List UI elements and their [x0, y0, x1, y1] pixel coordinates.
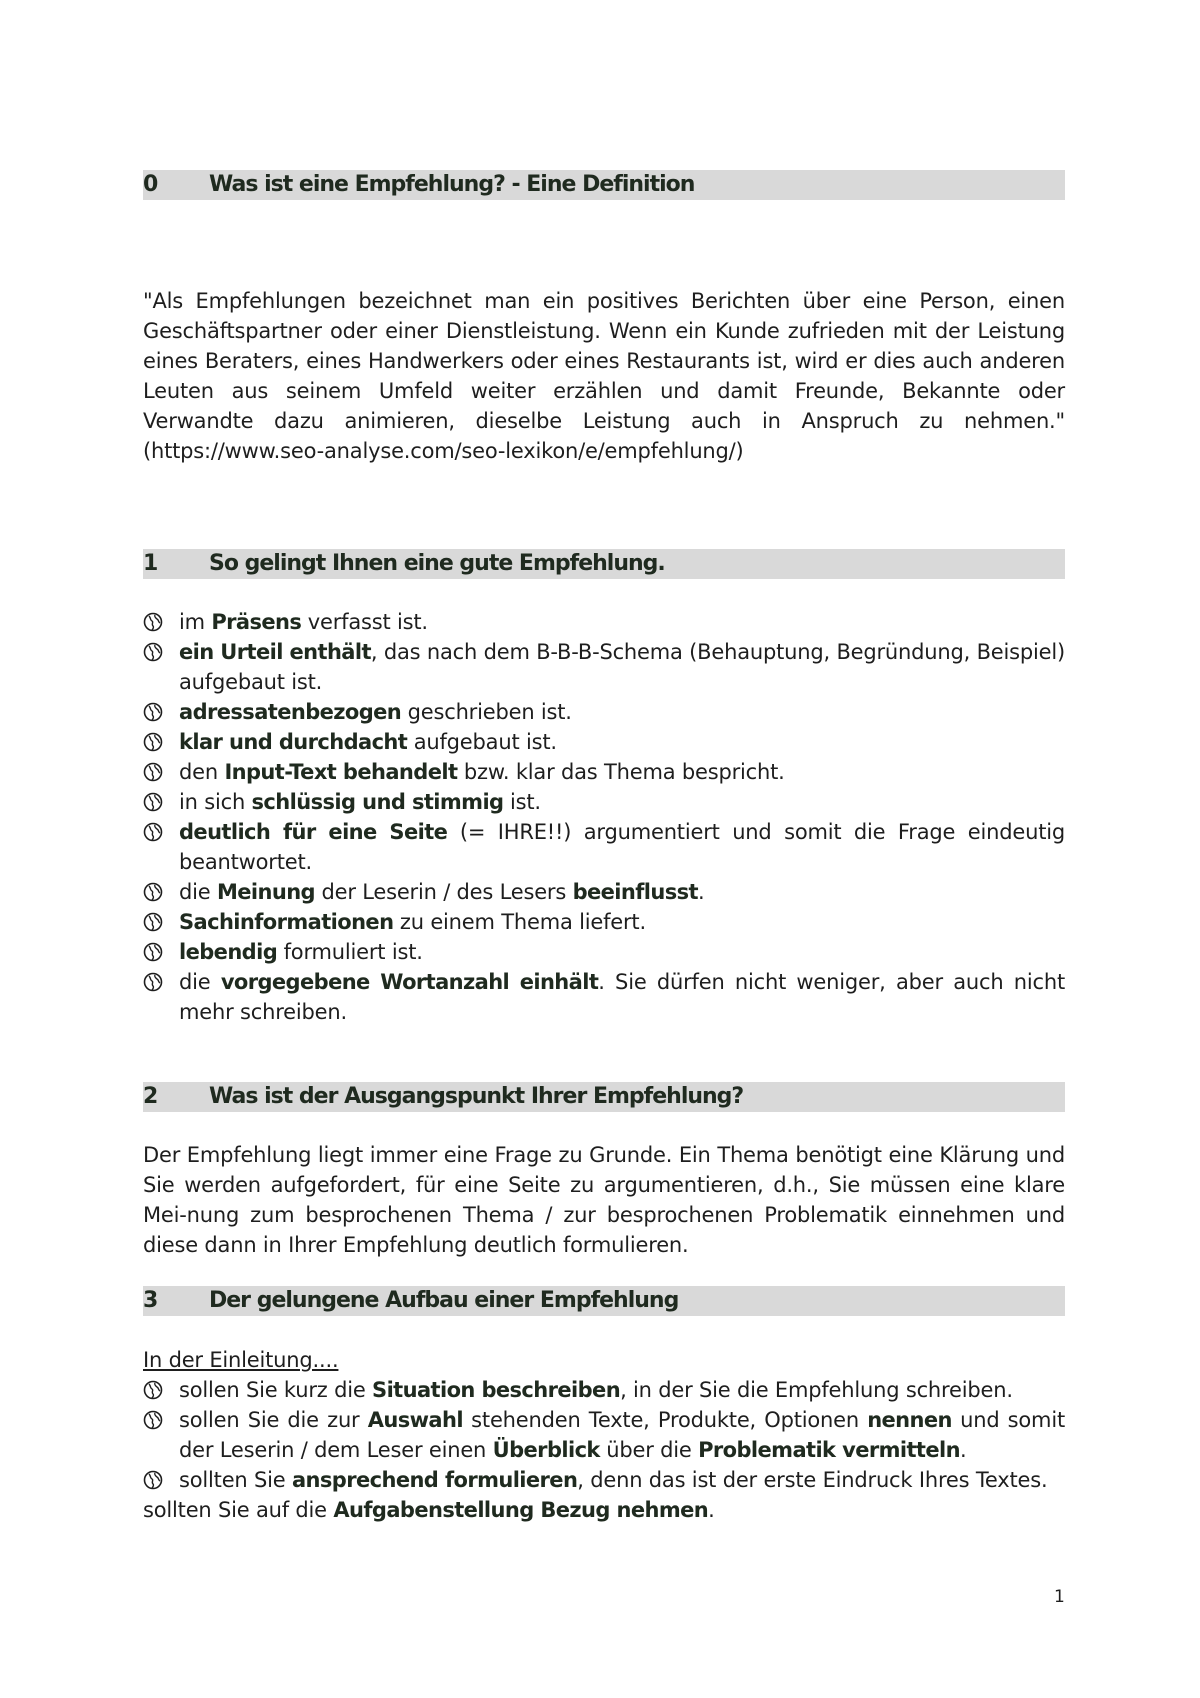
globe-icon	[143, 702, 163, 722]
list-item: sollten Sie ansprechend formulieren, denn das ist der erste Eindruck Ihres Textes.	[143, 1465, 1065, 1495]
section-heading-1	[143, 549, 1065, 579]
globe-icon	[143, 882, 163, 902]
section-number: 1	[143, 551, 158, 576]
list-item: im Präsens verfasst ist.	[143, 607, 1065, 637]
section-title: Was ist eine Empfehlung? - Eine Definition	[209, 172, 695, 197]
section-number: 0	[143, 172, 158, 197]
intro-label: In der Einleitung....	[143, 1348, 339, 1372]
section-title: So gelingt Ihnen eine gute Empfehlung.	[209, 551, 665, 576]
list-item: ein Urteil enthält, das nach dem B-B-B-Schema (Behauptung, Begründung, Beispiel) aufgebaut ist.	[143, 637, 1065, 697]
globe-icon	[143, 1470, 163, 1490]
page-number: 1	[1054, 1587, 1065, 1607]
globe-icon	[143, 762, 163, 782]
section-number: 3	[143, 1288, 158, 1313]
globe-icon	[143, 942, 163, 962]
section-heading-0	[143, 170, 1065, 200]
intro-list	[143, 1375, 1065, 1495]
section-title: Der gelungene Aufbau einer Empfehlung	[209, 1288, 679, 1313]
list-item: sollen Sie kurz die Situation beschreiben, in der Sie die Empfehlung schreiben.	[143, 1375, 1065, 1405]
globe-icon	[143, 612, 163, 632]
section-title: Was ist der Ausgangspunkt Ihrer Empfehlung?	[209, 1084, 744, 1109]
section-heading-3	[143, 1286, 1065, 1316]
list-item: lebendig formuliert ist.	[143, 937, 1065, 967]
closing-line: sollten Sie auf die Aufgabenstellung Bezug nehmen.	[143, 1498, 715, 1522]
definition-paragraph: "Als Empfehlungen bezeichnet man ein positives Berichten über eine Person, einen Geschäftspartner oder einer Dienstleistung. Wenn ein Kunde zufrieden mit der Leistung eines Beraters, eines Handwerkers oder eines Restaurants ist, wird er dies auch anderen Leuten aus seinem Umfeld weiter erzählen und damit Freunde, Bekannte oder Verwandte dazu animieren, dieselbe Leistung auch in Anspruch zu nehmen." (https://www.seo-analyse.com/seo-lexikon/e/empfehlung/)	[143, 289, 1065, 463]
list-item: die Meinung der Leserin / des Lesers beeinflusst.	[143, 877, 1065, 907]
list-item: Sachinformationen zu einem Thema liefert.	[143, 907, 1065, 937]
globe-icon	[143, 912, 163, 932]
list-item: die vorgegebene Wortanzahl einhält. Sie dürfen nicht weniger, aber auch nicht mehr schreiben.	[143, 967, 1065, 1027]
globe-icon	[143, 1380, 163, 1400]
globe-icon	[143, 1410, 163, 1430]
starting-point-paragraph: Der Empfehlung liegt immer eine Frage zu Grunde. Ein Thema benötigt eine Klärung und Sie werden aufgefordert, für eine Seite zu argumentieren, d.h., Sie müssen eine klare Mei-nung zum besprochenen Thema / zur besprochenen Problematik einnehmen und diese dann in Ihrer Empfehlung deutlich formulieren.	[143, 1143, 1065, 1257]
list-item: den Input-Text behandelt bzw. klar das Thema bespricht.	[143, 757, 1065, 787]
list-item: klar und durchdacht aufgebaut ist.	[143, 727, 1065, 757]
globe-icon	[143, 972, 163, 992]
criteria-list	[143, 607, 1065, 1027]
list-item: adressatenbezogen geschrieben ist.	[143, 697, 1065, 727]
globe-icon	[143, 732, 163, 752]
list-item: sollen Sie die zur Auswahl stehenden Texte, Produkte, Optionen nennen und somit der Leserin / dem Leser einen Überblick über die Problematik vermitteln.	[143, 1405, 1065, 1465]
list-item: in sich schlüssig und stimmig ist.	[143, 787, 1065, 817]
globe-icon	[143, 822, 163, 842]
globe-icon	[143, 642, 163, 662]
globe-icon	[143, 792, 163, 812]
list-item: deutlich für eine Seite (= IHRE!!) argumentiert und somit die Frage eindeutig beantwortet.	[143, 817, 1065, 877]
section-heading-2	[143, 1082, 1065, 1112]
section-number: 2	[143, 1084, 158, 1109]
